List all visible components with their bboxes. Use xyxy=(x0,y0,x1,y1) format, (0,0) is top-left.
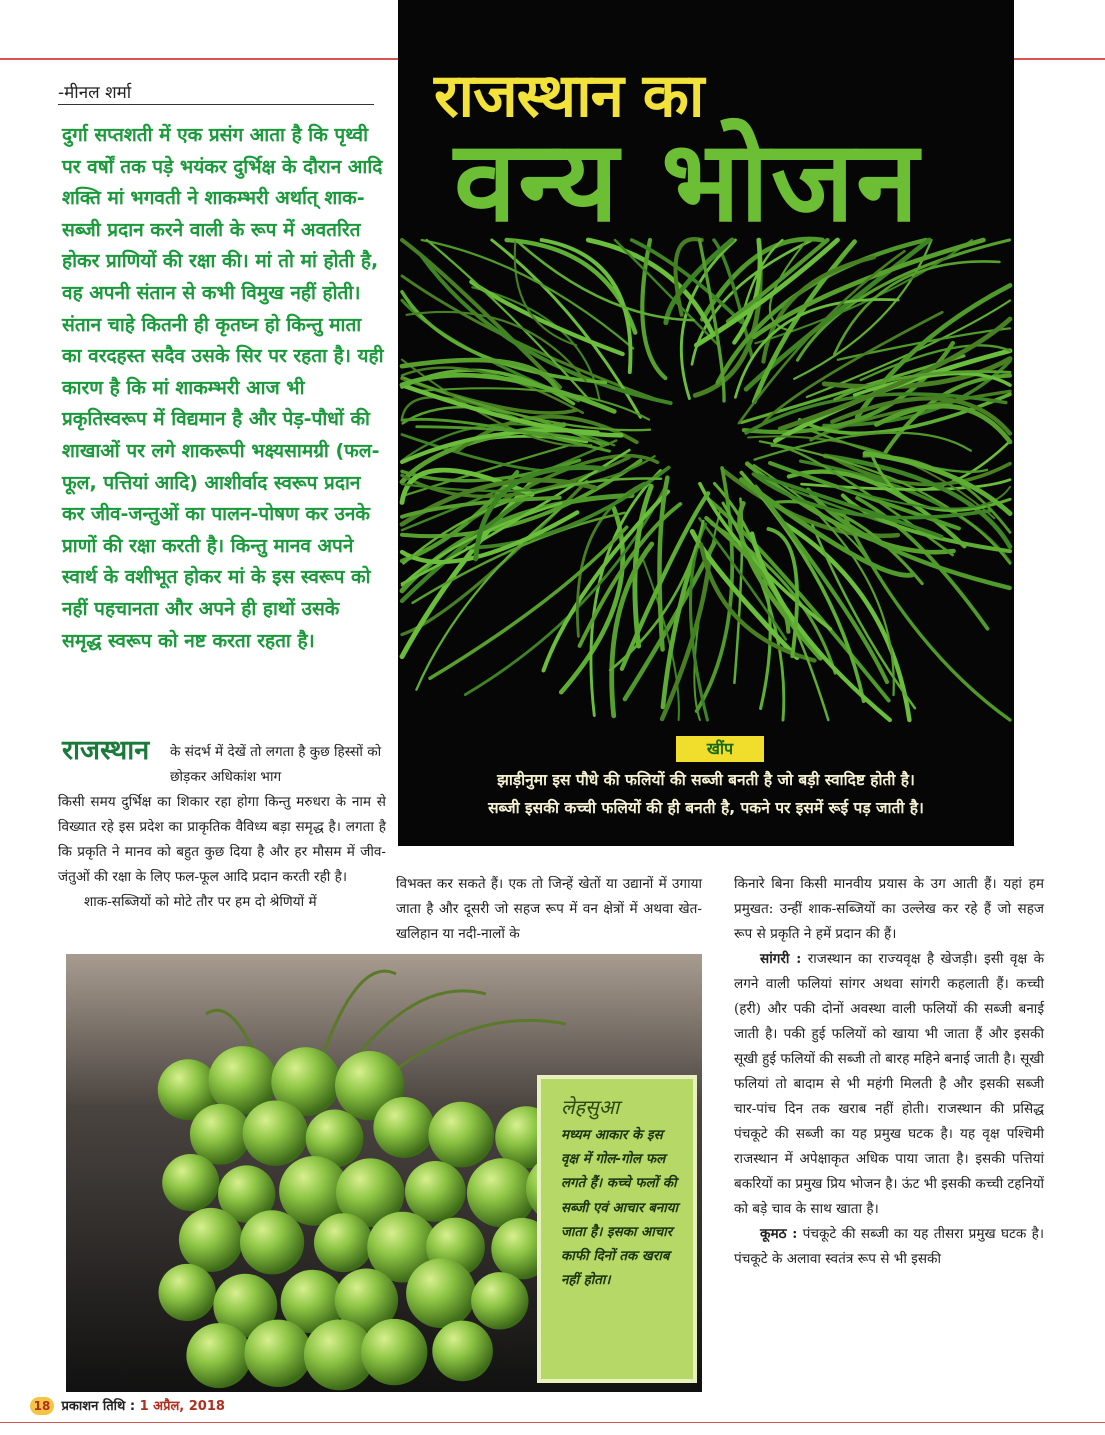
hero-caption-line-1: झाड़ीनुमा इस पौधे की फलियों की सब्जी बनती है जो बड़ी स्वादिष्ट होती है। xyxy=(497,771,915,789)
berry xyxy=(244,1320,311,1387)
berry xyxy=(405,1161,466,1222)
caption-tag-khimp: खींप xyxy=(676,736,764,762)
lehsua-sidebar-box xyxy=(537,1075,697,1383)
title-line-1: राजस्थान का xyxy=(434,61,704,131)
column-1-paragraph: किसी समय दुर्भिक्ष का शिकार रहा होगा किन्तु मरुधरा के नाम से विख्यात रहे इस प्रदेश का प्राकृतिक वैविध्य बड़ा समृद्ध है। लगता है कि प्रकृति ने मानव को बहुत कुछ दिया है और हर मौसम में जीव-जंतुओं की रक्षा के लिए फल-फूल आदि प्रदान करती रही है। xyxy=(58,794,386,885)
berry xyxy=(179,1208,243,1272)
bean-pod xyxy=(642,240,665,378)
column-3-paragraph-1: किनारे बिना किसी मानवीय प्रयास के उग आती हैं। यहां हम प्रमुखत: उन्हीं शाक-सब्जियों का उल्लेख कर रहे हैं जो सहज रूप से प्रकृति ने हमें प्रदान की हैं। xyxy=(734,876,1044,942)
title-line-2: वन्य भोजन xyxy=(454,117,921,247)
column-1 xyxy=(58,790,386,915)
bean-pod xyxy=(812,431,987,472)
sidebar-title: लेहसुआ xyxy=(561,1095,620,1119)
berry xyxy=(162,1154,219,1211)
berry xyxy=(406,1259,476,1329)
header-rule-left xyxy=(0,58,398,60)
berry xyxy=(467,1158,536,1227)
footer-label: प्रकाशन तिथि : xyxy=(61,1399,136,1414)
header-rule-right xyxy=(1013,58,1105,60)
hero-photo-khimp xyxy=(398,0,1014,846)
kumath-text: पंचकूटे की सब्जी का यह तीसरा प्रमुख घटक है। पंचकूटे के अलावा स्वतंत्र रूप से भी इसकी xyxy=(734,1226,1044,1267)
column-1-paragraph-2: शाक-सब्जियों को मोटे तौर पर हम दो श्रेणियों में xyxy=(84,894,317,910)
byline-divider xyxy=(58,104,374,105)
column-1-lead: के संदर्भ में देखें तो लगता है कुछ हिस्सों को छोड़कर अधिकांश भाग xyxy=(170,744,382,785)
kumath-paragraph xyxy=(734,1222,1044,1272)
berry xyxy=(159,1264,216,1321)
bean-pod xyxy=(843,512,1010,720)
sidebar-text: मध्यम आकार के इस वृक्ष में गोल-गोल फल लगते हैं। कच्चे फलों की सब्जी एवं आचार बनाया जाता है। इसका आचार काफी दिनों तक खराब नहीं होता। xyxy=(561,1128,679,1289)
drop-word-rajasthan: राजस्थान xyxy=(62,735,150,766)
column-2 xyxy=(396,872,702,947)
bean-pod xyxy=(741,473,863,702)
berry xyxy=(314,1213,373,1272)
berry xyxy=(186,1323,251,1388)
page-footer xyxy=(30,1396,225,1415)
kumath-label: कूमठ : xyxy=(760,1226,798,1242)
sangri-paragraph xyxy=(734,947,1044,1222)
footer-rule xyxy=(0,1422,1105,1423)
sangri-text: राजस्थान का राज्यवृक्ष है खेजड़ी। इसी वृक्ष के लगने वाली फलियां सांगर अथवा सांगरी कहलाती हैं। कच्ची (हरी) और पकी दोनों अवस्था वाली फलियों की सब्जी बनाई जाती है। पकी हुई फलियों को खाया भी जाता हैं और इसकी सूखी हुई फलियों की सब्जी तो बारह महिने बनाई जाती है। सूखी फलियां तो बादाम से भी महंगी मिलती है और इसकी सब्जी चार-पांच दिन तक खराब नहीं होती। राजस्थान की प्रसिद्ध पंचकूटे की सब्जी का यह प्रमुख घटक है। यह वृक्ष पश्चिमी राजस्थान में अपेक्षाकृत अधिक पाया जाता है। इसकी पत्तियां बकरियों का प्रमुख प्रिय भोजन है। ऊंट भी इसकी कच्ची टहनियों को बड़े चाव के साथ खाता है। xyxy=(734,951,1045,1217)
intro-paragraph: दुर्गा सप्तशती में एक प्रसंग आता है कि पृथ्वी पर वर्षों तक पड़े भयंकर दुर्भिक्ष के दौरान आदि शक्ति मां भगवती ने शाकम्भरी अर्थात् शाक-सब्जी प्रदान करने वाली के रूप में अवतरित होकर प्राणियों की रक्षा की। मां तो मां होती है, वह अपनी संतान से कभी विमुख नहीं होती। संतान चाहे कितनी ही कृतघ्न हो किन्तु माता का वरदहस्त सदैव उसके सिर पर रहता है। यही कारण है कि मां शाकम्भरी आज भी प्रकृतिस्वरूप में विद्यमान है और पेड़-पौधों की शाखाओं पर लगे शाकरूपी भक्ष्यसामग्री (फल-फूल, पत्तियां आदि) आशीर्वाद स्वरूप प्रदान कर जीव-जन्तुओं का पालन-पोषण कर उनके प्राणों की रक्षा करती है। किन्तु मानव अपने स्वार्थ के वशीभूत होकर मां के इस स्वरूप को नहीं पहचानता और अपने ही हाथों उसके समृद्ध स्वरूप को नष्ट करता रहता है। xyxy=(62,124,384,652)
berry xyxy=(432,1321,493,1382)
column-2-paragraph: विभक्त कर सकते हैं। एक तो जिन्हें खेतों या उद्यानों में उगाया जाता है और दूसरी जो सहज रूप में वन क्षेत्रों में अथवा खेत-खलिहान या नदी-नालों के xyxy=(396,876,702,942)
sangri-label: सांगरी : xyxy=(760,951,802,967)
hero-caption-line-2: सब्जी इसकी कच्ची फलियों की ही बनती है, पकने पर इसमें रूई पड़ जाती है। xyxy=(488,799,924,817)
column-3 xyxy=(734,872,1044,1272)
berry xyxy=(428,1102,494,1168)
berry xyxy=(240,1210,304,1274)
bean-pod xyxy=(544,492,669,671)
berry xyxy=(471,1272,528,1329)
berry xyxy=(373,1097,434,1158)
berry xyxy=(243,1101,308,1166)
footer-date: 1 अप्रैल, 2018 xyxy=(139,1399,225,1414)
berry xyxy=(361,1319,427,1385)
author-byline: -मीनल शर्मा xyxy=(58,83,132,103)
page-number: 18 xyxy=(30,1397,54,1415)
